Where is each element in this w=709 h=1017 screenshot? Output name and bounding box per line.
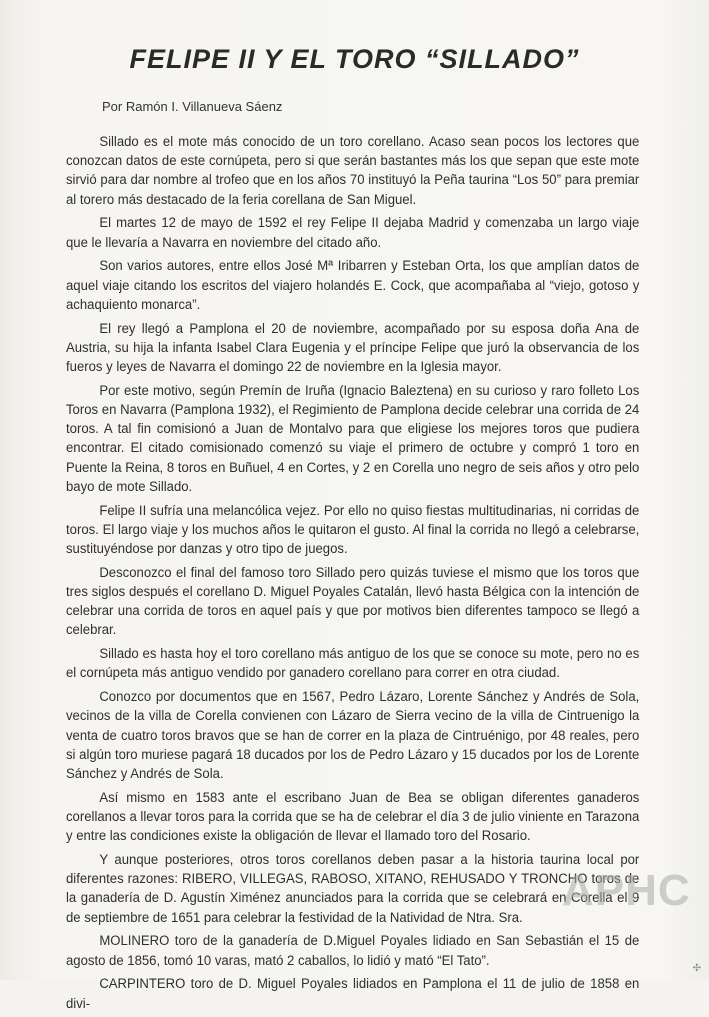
- paragraph: Desconozco el final del famoso toro Sillado pero quizás tuviese el mismo que los toros que tres siglos después el corellano D. Miguel Poyales Catalán, llevó hasta Bélgica con la intención de celebrar una corrida de toros en aquel país y que por motivos bien diferentes tampoco se llegó a celebrar.: [66, 564, 640, 638]
- paragraph: El rey llegó a Pamplona el 20 de noviembre, acompañado por su esposa doña Ana de Austria, su hija la infanta Isabel Clara Eugenia y el príncipe Felipe que juró la observancia de los fueros y leyes de Navarra el domingo 22 de noviembre en la Iglesia mayor.: [66, 320, 640, 375]
- paragraph: Felipe II sufría una melancólica vejez. Por ello no quiso fiestas multitudinarias, ni corridas de toros. El largo viaje y los muchos años le quitaron el gusto. Al final la corrida no llegó a celebrarse, sustituyéndose por danzas y otro tipo de juegos.: [66, 502, 640, 557]
- paragraph: El martes 12 de mayo de 1592 el rey Felipe II dejaba Madrid y comenzaba un largo viaje que le llevaría a Navarra en noviembre del citado año.: [66, 215, 640, 250]
- paragraph: MOLINERO toro de la ganadería de D.Miguel Poyales lidiado en San Sebastián el 15 de agosto de 1856, tomó 10 varas, mató 2 caballos, lo lidió y mató “El Tato”.: [66, 933, 640, 968]
- paragraph: Y aunque posteriores, otros toros corellanos deben pasar a la historia taurina local por diferentes razones: RIBERO, VILLEGAS, RABOSO, XITANO, REHUSADO Y TRONCHO toros de la ganadería de D. Agustín Ximénez anunciados para la corrida que se celebrará en Corella el 9 de septiembre de 1651 para celebrar la festividad de la Natividad de Ntra. Sra.: [66, 852, 640, 925]
- paragraph: Sillado es el mote más conocido de un toro corellano. Acaso sean pocos los lectores que conozcan datos de este cornúpeta, pero si que serán bastantes más los que sepan que este mote sirvió para dar nombre al trofeo que en los años 70 instituyó la Peña taurina “Los 50” para premiar al torero más destacado de la feria corellana de San Miguel.: [66, 134, 640, 207]
- paragraph: Así mismo en 1583 ante el escribano Juan de Bea se obligan diferentes ganaderos corellanos a llevar toros para la corrida que se ha de celebrar el día 3 de julio viniente en Tarazona y entre las condiciones existe la obligación de llevar el llamado toro del Rosario.: [66, 789, 640, 844]
- paragraph: CARPINTERO toro de D. Miguel Poyales lidiados en Pamplona el 11 de julio de 1858 en divi-: [66, 976, 640, 1011]
- article-author: Por Ramón I. Villanueva Sáenz: [102, 99, 283, 114]
- article-title: FELIPE II Y EL TORO “SILLADO”: [129, 44, 580, 74]
- aphc-watermark: APHC: [562, 866, 691, 915]
- paragraph: Sillado es hasta hoy el toro corellano más antiguo de los que se conoce su mote, pero no es el cornúpeta más antiguo vendido por ganadero corellano para correr en otra ciudad.: [66, 646, 640, 681]
- paragraph: Por este motivo, según Premín de Iruña (Ignacio Baleztena) en su curioso y raro folleto Los Toros en Navarra (Pamplona 1932), el Regimiento de Pamplona decide celebrar una corrida de 24 toros. A tal fin comisionó a Juan de Montalvo para que eligiese los mejores toros que pudiera encontrar. El citado comisionado comenzó su viaje el primero de octubre y compró 1 toro en Puente la Reina, 8 toros en Buñuel, 4 en Cortes, y 2 en Corella uno negro de seis años y otro pelo bayo de mote Sillado.: [66, 382, 640, 494]
- paragraph: Conozco por documentos que en 1567, Pedro Lázaro, Lorente Sánchez y Andrés de Sola, vecinos de la villa de Corella convienen con Lázaro de Sierra vecino de la villa de Cintruenigo la venta de cuatro toros bravos que se han de correr en la plaza de Cintruénigo, por 48 reales, pero si algún toro muriese pagará 18 ducados por los de Pedro Lázaro y 15 ducados por los de Lorente Sánchez y Andrés de Sola.: [66, 689, 640, 782]
- paragraph: Son varios autores, entre ellos José Mª Iribarren y Esteban Orta, los que amplían datos de aquel viaje citando los escritos del viajero holandés E. Cock, que acompañaba al “viejo, gotoso y achaquiento monarca”.: [66, 258, 640, 312]
- scan-corner-icon: ✣: [692, 963, 701, 974]
